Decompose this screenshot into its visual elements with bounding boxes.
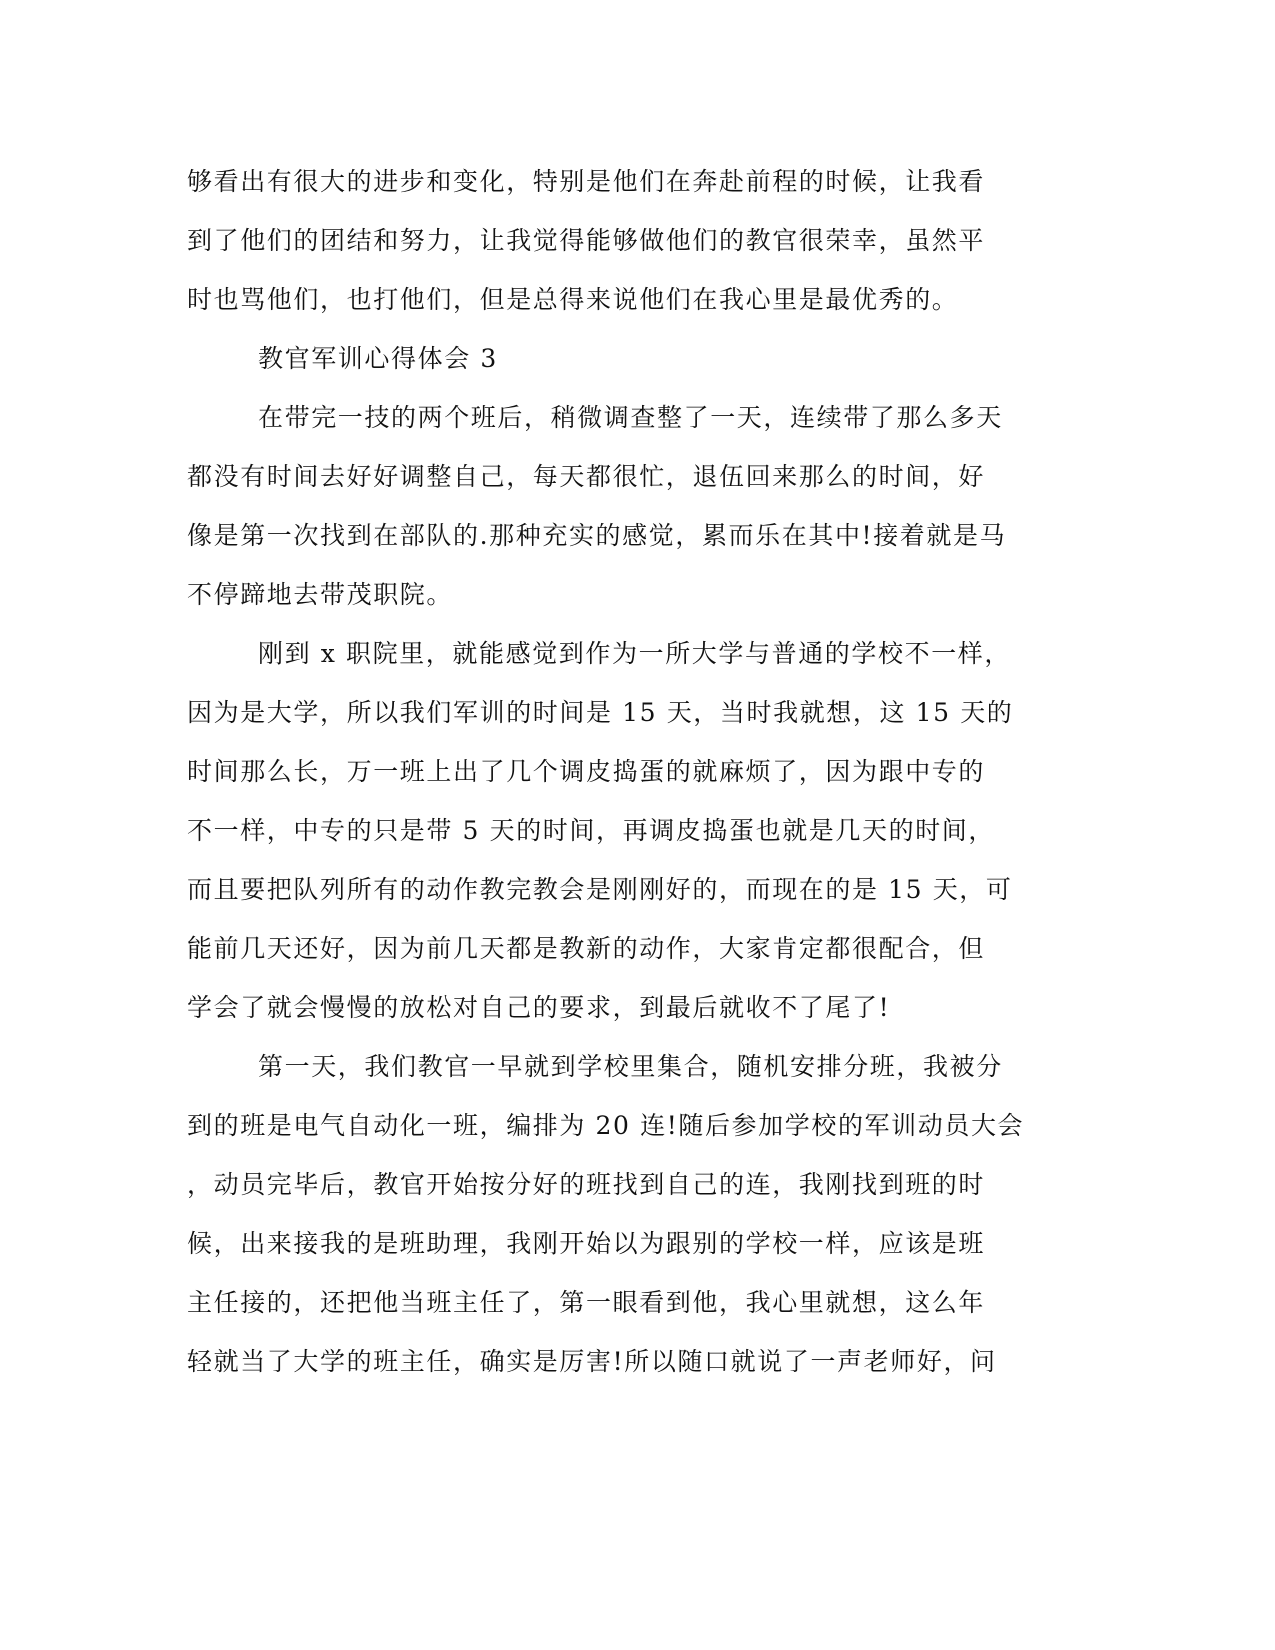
text-line: 不停蹄地去带茂职院。 <box>187 580 454 609</box>
text-line: 能前几天还好，因为前几天都是教新的动作，大家肯定都很配合，但 <box>187 934 986 963</box>
text-line: 因为是大学，所以我们军训的时间是 15 天，当时我就想，这 15 天的 <box>187 698 1014 727</box>
text-line: 候，出来接我的是班助理，我刚开始以为跟别的学校一样，应该是班 <box>187 1229 986 1258</box>
text-line: 第一天，我们教官一早就到学校里集合，随机安排分班，我被分 <box>258 1052 1003 1081</box>
text-line: 学会了就会慢慢的放松对自己的要求，到最后就收不了尾了! <box>187 993 891 1022</box>
text-line: 主任接的，还把他当班主任了，第一眼看到他，我心里就想，这么年 <box>187 1288 986 1317</box>
text-line: 都没有时间去好好调整自己，每天都很忙，退伍回来那么的时间，好 <box>187 462 986 491</box>
text-line: 在带完一技的两个班后，稍微调查整了一天，连续带了那么多天 <box>258 403 1003 432</box>
text-line: ，动员完毕后，教官开始按分好的班找到自己的连，我刚找到班的时 <box>187 1170 986 1199</box>
text-line: 到了他们的团结和努力，让我觉得能够做他们的教官很荣幸，虽然平 <box>187 226 986 255</box>
text-line: 到的班是电气自动化一班，编排为 20 连!随后参加学校的军训动员大会 <box>187 1111 1025 1140</box>
section-heading: 教官军训心得体会 3 <box>258 344 498 373</box>
text-line: 不一样，中专的只是带 5 天的时间，再调皮捣蛋也就是几天的时间， <box>187 816 996 845</box>
text-line: 轻就当了大学的班主任，确实是厉害!所以随口就说了一声老师好，问 <box>187 1347 997 1376</box>
text-line: 像是第一次找到在部队的.那种充实的感觉，累而乐在其中!接着就是马 <box>187 521 1007 550</box>
text-line: 刚到 x 职院里，就能感觉到作为一所大学与普通的学校不一样， <box>258 639 1011 668</box>
text-line: 时间那么长，万一班上出了几个调皮捣蛋的就麻烦了，因为跟中专的 <box>187 757 986 786</box>
text-line: 够看出有很大的进步和变化，特别是他们在奔赴前程的时候，让我看 <box>187 167 986 196</box>
text-line: 时也骂他们，也打他们，但是总得来说他们在我心里是最优秀的。 <box>187 285 959 314</box>
text-line: 而且要把队列所有的动作教完教会是刚刚好的，而现在的是 15 天，可 <box>187 875 1013 904</box>
